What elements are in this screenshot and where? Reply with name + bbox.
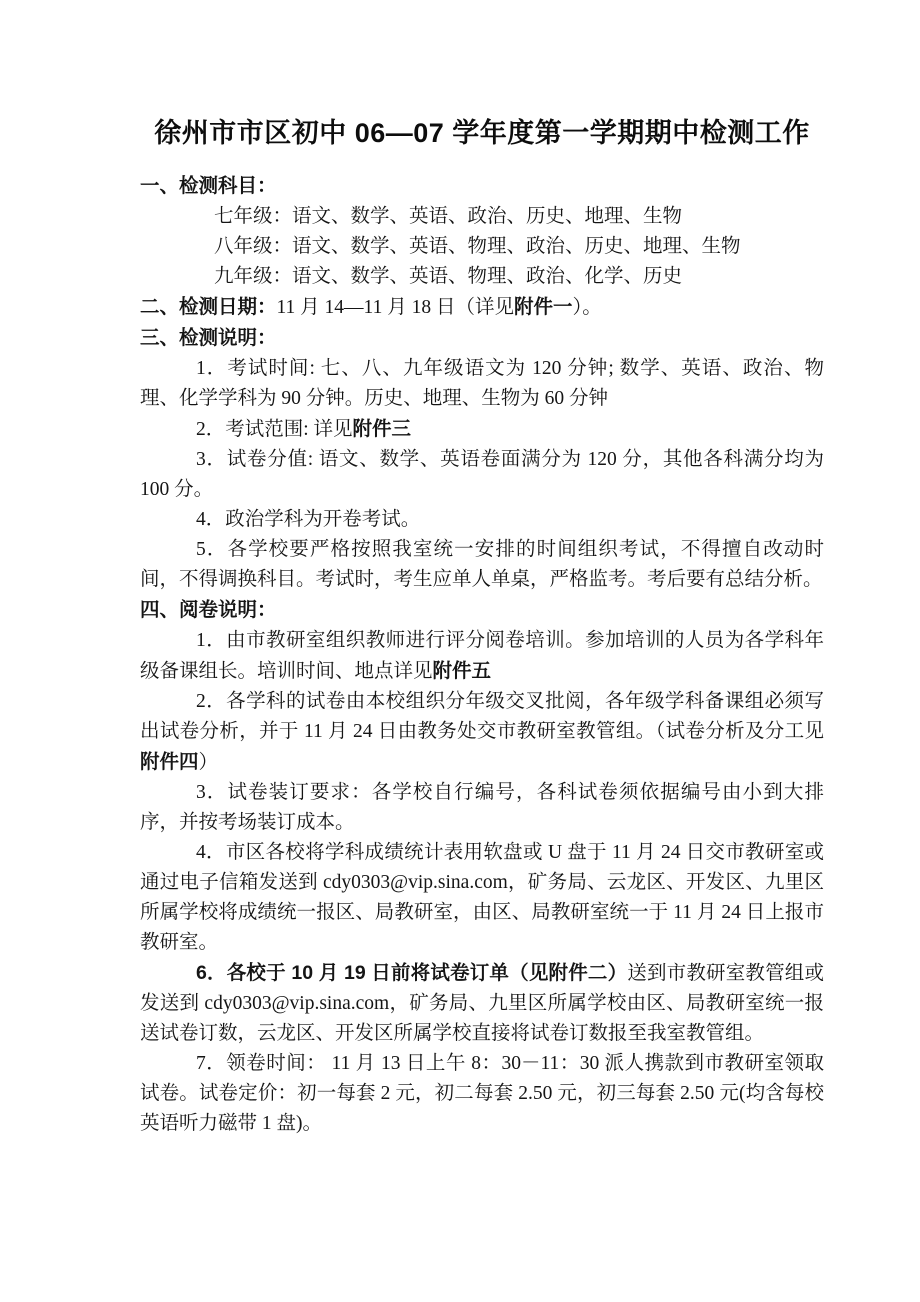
document-title: 徐州市市区初中 06—07 学年度第一学期期中检测工作 [154,118,810,148]
paragraph [140,687,824,778]
bold-text-run: 四、阅卷说明： [140,599,277,621]
text-run: 4．市区各校将学科成绩统计表用软盘或 U 盘于 11 月 24 日交市教研室或通过电子信箱发送到 cdy0303@vip.sina.com，矿务局、云龙区、开发区、九里区所属学校将成绩统一报区、局教研室，由区、局教研室统一于 11 月 24 日上报市教研室。 [140,842,824,953]
section-heading [140,323,824,354]
document-body [140,171,824,1139]
text-run: 5．各学校要严格按照我室统一安排的时间组织考试，不得擅自改动时间，不得调换科目。考试时，考生应单人单桌，严格监考。考后要有总结分析。 [140,539,824,590]
text-run: 11 月 14—11 月 18 日（详见 [276,297,514,318]
text-run: 3．试卷分值: 语文、数学、英语卷面满分为 120 分，其他各科满分均为 100 分。 [140,449,824,500]
text-run: 送到市教研室教管组或发送到 cdy0303@vip.sina.com，矿务局、九里区所属学校由区、局教研室统一报送试卷订数，云龙区、开发区所属学校直接将试卷订数报至我室教管组。 [140,963,824,1044]
paragraph [140,1049,824,1139]
bold-text-run: 附件五 [432,660,492,682]
bold-text-run: 附件一 [513,296,573,318]
text-run: ） [198,752,219,773]
text-run: 2．各学科的试卷由本校组织分年级交叉批阅，各年级学科备课组必须写出试卷分析，并于 11 月 24 日由教务处交市教研室教管组。（试卷分析及分工见 [140,691,824,742]
section-heading [140,595,824,626]
paragraph [140,445,824,505]
paragraph [140,262,824,292]
section-heading [140,171,824,202]
paragraph [140,626,824,687]
text-run: 八年级：语文、数学、英语、物理、政治、历史、地理、生物 [214,236,741,257]
text-run: 1．考试时间: 七、八、九年级语文为 120 分钟; 数学、英语、政治、物理、化学学科为 90 分钟。历史、地理、生物为 60 分钟 [140,358,824,409]
bold-text-run: 附件四 [140,751,199,773]
text-run: 2．考试范围: 详见 [196,419,353,440]
text-run: 七年级：语文、数学、英语、政治、历史、地理、生物 [214,206,683,227]
paragraph [140,958,824,1049]
text-run: 7．领卷时间： 11 月 13 日上午 8：30－11：30 派人携款到市教研室领取试卷。试卷定价：初一每套 2 元，初二每套 2.50 元，初三每套 2.50 元(均含每校英语听力磁带 1 盘)。 [140,1053,824,1134]
paragraph [140,838,824,958]
paragraph [140,778,824,838]
section-heading [140,292,824,323]
paragraph [140,354,824,414]
bold-text-run: 一、检测科目： [140,175,277,197]
paragraph [140,232,824,262]
bold-text-run: 二、检测日期： [140,296,277,318]
paragraph [140,505,824,535]
bold-text-run: 6．各校于 10 月 19 日前将试卷订单（见附件二） [196,962,628,984]
text-run: 3．试卷装订要求：各学校自行编号，各科试卷须依据编号由小到大排序，并按考场装订成本。 [140,782,824,833]
text-run: 4．政治学科为开卷考试。 [196,509,421,530]
paragraph [140,414,824,445]
bold-text-run: 三、检测说明： [140,327,277,349]
text-run: ）。 [572,297,602,318]
text-run: 九年级：语文、数学、英语、物理、政治、化学、历史 [214,266,683,287]
paragraph [140,202,824,232]
text-run: 1．由市教研室组织教师进行评分阅卷培训。参加培训的人员为各学科年级备课组长。培训时间、地点详见 [140,630,824,682]
paragraph [140,535,824,595]
bold-text-run: 附件三 [352,418,412,440]
document-content [140,112,824,1139]
